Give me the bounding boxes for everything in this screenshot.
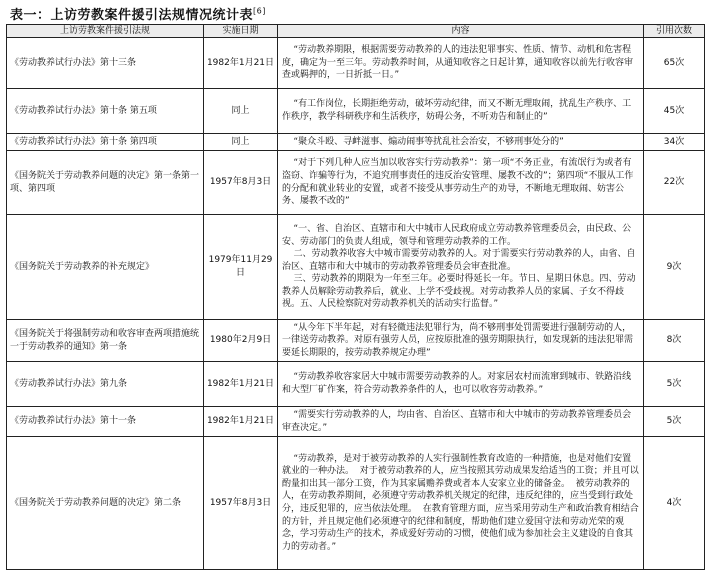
count-cell: 9次 xyxy=(644,215,705,320)
count-cell: 5次 xyxy=(644,407,705,437)
date-cell: 1982年1月21日 xyxy=(204,407,278,437)
header-row xyxy=(7,25,705,38)
content-cell: “从今年下半年起，对有轻微违法犯罪行为，尚不够刑事处罚需要进行强制劳动的人，一律送劳动教养。对原有强劳人员，应按原批准的强劳期限执行，如发现新的违法犯罪需要延长期限的，按劳动教养规定办理” xyxy=(278,320,644,362)
law-cell: 《劳动教养试行办法》第十条 第四项 xyxy=(7,134,204,151)
date-cell: 同上 xyxy=(204,134,278,151)
law-cell: 《劳动教养试行办法》第十三条 xyxy=(7,38,204,89)
law-cell: 《国务院关于劳动教养问题的决定》第二条 xyxy=(7,437,204,570)
count-cell: 4次 xyxy=(644,437,705,570)
table-title xyxy=(10,4,266,23)
count-cell: 5次 xyxy=(644,362,705,407)
footnote-ref: [6] xyxy=(253,6,266,16)
table-row xyxy=(7,362,705,407)
table-row xyxy=(7,437,705,570)
count-cell: 45次 xyxy=(644,89,705,134)
header-law: 上访劳教案件援引法规 xyxy=(7,25,204,38)
table-row xyxy=(7,134,705,151)
law-cell: 《国务院关于将强制劳动和收容审查两项措施统一于劳动教养的通知》第一条 xyxy=(7,320,204,362)
content-cell: “一、省、自治区、直辖市和大中城市人民政府成立劳动教养管理委员会，由民政、公安、劳动部门的负责人组成，领导和管理劳动教养的工作。 二、劳动教养收容大中城市需要劳动教养的人。对于需要实行劳动教养的人，由省、自治区、直辖市和大中城市的劳动教养管理委员会审查批准。 三、劳动教养的期限为一年至三年。必要时得延长一年。节日、星期日休息。四、劳动教养人员解除劳动教养后，就业、上学不受歧视。对劳动教养人员的家属、子女不得歧视。五、人民检察院对劳动教养机关的活动实行监督。” xyxy=(278,215,644,320)
table-row xyxy=(7,89,705,134)
law-cell: 《劳动教养试行办法》第十条 第五项 xyxy=(7,89,204,134)
content-cell: “劳动教养，是对于被劳动教养的人实行强制性教育改造的一种措施，也是对他们安置就业的一种办法。 对于被劳动教养的人，应当按照其劳动成果发给适当的工资；并且可以酌量扣出其一部分工资，作为其家属赡养费或者本人安家立业的储备金。 被劳动教养的人，在劳动教养期间，必须遵守劳动教养机关规定的纪律，违反纪律的，应当受到行政处分，违反犯罪的，应当依法处理。 在教育管理方面，应当采用劳动生产和政治教育相结合的方针，并且规定他们必须遵守的纪律和制度，帮助他们建立爱国守法和劳动光荣的观念，学习劳动生产的技术，养成爱好劳动的习惯，使他们成为参加社会主义建设的自食其力的劳动者。” xyxy=(278,437,644,570)
content-cell: “需要实行劳动教养的人，均由省、自治区、直辖市和大中城市的劳动教养管理委员会审查决定。” xyxy=(278,407,644,437)
header-count: 引用次数 xyxy=(644,25,705,38)
table-row xyxy=(7,215,705,320)
count-cell: 65次 xyxy=(644,38,705,89)
table-title-text: 表一：上访劳教案件援引法规情况统计表 xyxy=(10,8,254,23)
header-date: 实施日期 xyxy=(204,25,278,38)
table-row xyxy=(7,407,705,437)
law-cell: 《劳动教养试行办法》第十一条 xyxy=(7,407,204,437)
date-cell: 1979年11月29日 xyxy=(204,215,278,320)
content-cell: “劳动教养收容家居大中城市需要劳动教养的人。对家居农村而流窜到城市、铁路沿线和大型厂矿作案，符合劳动教养条件的人，也可以收容劳动教养。” xyxy=(278,362,644,407)
content-cell: “对于下列几种人应当加以收容实行劳动教养”：第一项“不务正业，有流氓行为或者有盗窃、诈骗等行为，不追究刑事责任的违反治安管理、屡教不改的”；第四项“不服从工作的分配和就业转业的安置，或者不接受从事劳动生产的劝导，不断地无理取闹、妨害公务、屡教不改的” xyxy=(278,151,644,215)
law-cell: 《国务院关于劳动教养的补充规定》 xyxy=(7,215,204,320)
statistics-table xyxy=(6,24,705,570)
law-cell: 《国务院关于劳动教养问题的决定》第一条第一项、第四项 xyxy=(7,151,204,215)
content-cell: “劳动教养期限，根据需要劳动教养的人的违法犯罪事实、性质、情节、动机和危害程度，确定为一至三年。劳动教养时间，从通知收容之日起计算，通知收容以前先行收容审查或羁押的，一日折抵一日。” xyxy=(278,38,644,89)
table-row xyxy=(7,320,705,362)
date-cell: 1982年1月21日 xyxy=(204,38,278,89)
count-cell: 22次 xyxy=(644,151,705,215)
table-row xyxy=(7,38,705,89)
header-content: 内容 xyxy=(278,25,644,38)
table-row xyxy=(7,151,705,215)
date-cell: 1982年1月21日 xyxy=(204,362,278,407)
content-cell: “聚众斗殴、寻衅滋事、煽动闹事等扰乱社会治安，不够刑事处分的” xyxy=(278,134,644,151)
date-cell: 1957年8月3日 xyxy=(204,437,278,570)
count-cell: 8次 xyxy=(644,320,705,362)
date-cell: 1957年8月3日 xyxy=(204,151,278,215)
date-cell: 1980年2月9日 xyxy=(204,320,278,362)
content-cell: “有工作岗位，长期拒绝劳动，破坏劳动纪律，而又不断无理取闹，扰乱生产秩序、工作秩序，教学科研秩序和生活秩序，妨碍公务，不听劝告和制止的” xyxy=(278,89,644,134)
law-cell: 《劳动教养试行办法》第九条 xyxy=(7,362,204,407)
date-cell: 同上 xyxy=(204,89,278,134)
count-cell: 34次 xyxy=(644,134,705,151)
